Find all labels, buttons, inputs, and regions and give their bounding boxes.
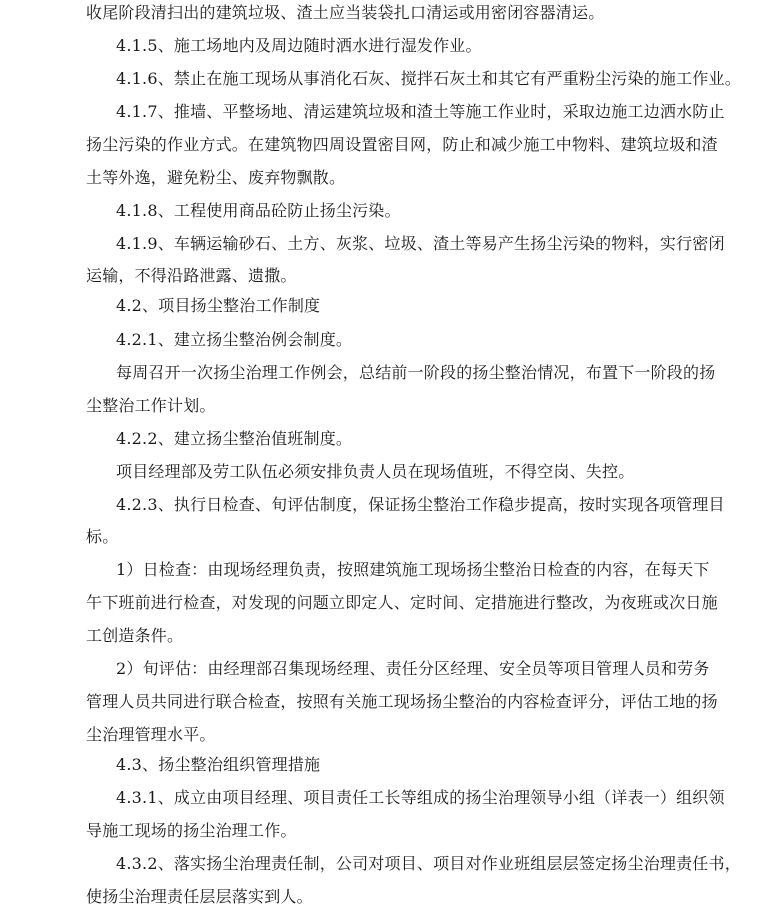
text-line: 4.2.2、建立扬尘整治值班制度。 bbox=[116, 429, 353, 448]
text-line: 4.3.2、落实扬尘治理责任制，公司对项目、项目对作业班组层层签定扬尘治理责任书， bbox=[116, 854, 741, 873]
text-line: 4.1.9、车辆运输砂石、土方、灰浆、垃圾、渣土等易产生扬尘污染的物料，实行密闭 bbox=[116, 234, 725, 253]
text-line: 运输，不得沿路泄露、遗撒。 bbox=[86, 266, 297, 285]
text-line: 午下班前进行检查，对发现的问题立即定人、定时间、定措施进行整改，为夜班或次日施 bbox=[86, 593, 718, 612]
text-line: 使扬尘治理责任层层落实到人。 bbox=[86, 887, 313, 906]
text-line: 土等外逸，避免粉尘、废弃物飘散。 bbox=[86, 168, 346, 187]
text-line: 2）旬评估：由经理部召集现场经理、责任分区经理、安全员等项目管理人员和劳务 bbox=[116, 659, 710, 678]
section-heading: 4.2、项目扬尘整治工作制度 bbox=[116, 296, 321, 315]
text-line: 收尾阶段清扫出的建筑垃圾、渣土应当装袋扎口清运或用密闭容器清运。 bbox=[86, 3, 605, 22]
text-line: 4.2.1、建立扬尘整治例会制度。 bbox=[116, 330, 353, 349]
text-line: 尘整治工作计划。 bbox=[86, 396, 216, 415]
text-line: 4.1.6、禁止在施工现场从事消化石灰、搅拌石灰土和其它有严重粉尘污染的施工作业。 bbox=[116, 69, 741, 88]
text-line: 1）日检查：由现场经理负责，按照建筑施工现场扬尘整治日检查的内容，在每天下 bbox=[116, 560, 710, 579]
section-heading: 4.3、扬尘整治组织管理措施 bbox=[116, 755, 321, 774]
text-line: 项目经理部及劳工队伍必须安排负责人员在现场值班，不得空岗、失控。 bbox=[116, 462, 635, 481]
text-line: 4.1.5、施工场地内及周边随时洒水进行湿发作业。 bbox=[116, 36, 482, 55]
text-line: 标。 bbox=[86, 527, 119, 546]
text-line: 导施工现场的扬尘治理工作。 bbox=[86, 821, 297, 840]
text-line: 4.1.7、推墙、平整场地、清运建筑垃圾和渣土等施工作业时，采取边施工边洒水防止 bbox=[116, 102, 725, 121]
text-line: 4.1.8、工程使用商品砼防止扬尘污染。 bbox=[116, 201, 401, 220]
text-line: 4.3.1、成立由项目经理、项目责任工长等组成的扬尘治理领导小组（详表一）组织领 bbox=[116, 788, 725, 807]
text-line: 每周召开一次扬尘治理工作例会，总结前一阶段的扬尘整治情况，布置下一阶段的扬 bbox=[116, 363, 716, 382]
text-line: 工创造条件。 bbox=[86, 626, 184, 645]
text-line: 4.2.3、执行日检查、旬评估制度，保证扬尘整治工作稳步提高，按时实现各项管理目 bbox=[116, 495, 725, 514]
text-line: 尘治理管理水平。 bbox=[86, 725, 216, 744]
text-line: 管理人员共同进行联合检查，按照有关施工现场扬尘整治的内容检查评分，评估工地的扬 bbox=[86, 692, 718, 711]
text-line: 扬尘污染的作业方式。在建筑物四周设置密目网，防止和减少施工中物料、建筑垃圾和渣 bbox=[86, 135, 718, 154]
